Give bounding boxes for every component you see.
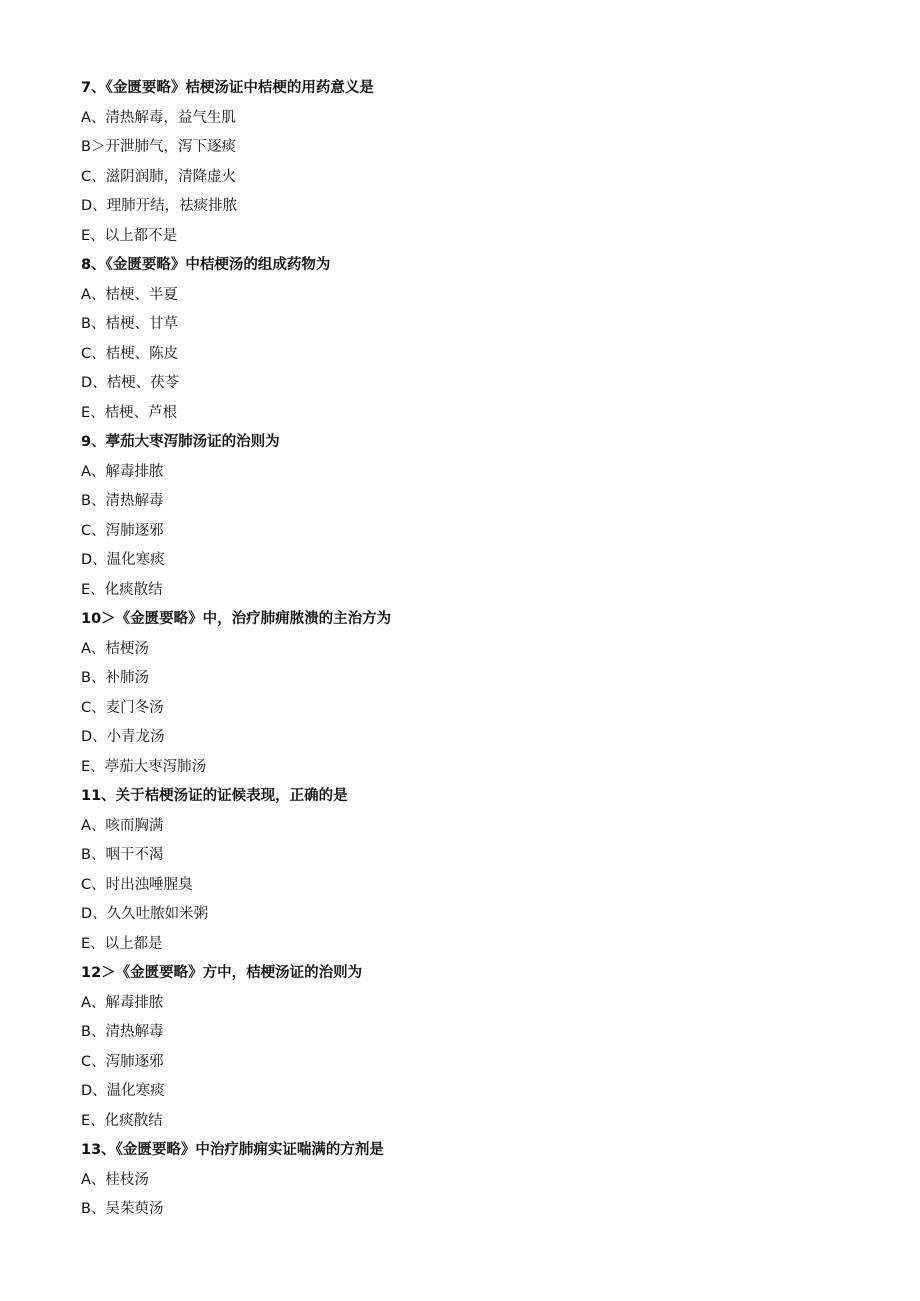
answer-option: E、以上都不是 bbox=[81, 227, 178, 244]
answer-option: B、清热解毒 bbox=[81, 493, 164, 509]
question-stem: 12＞《金匮要略》方中，桔梗汤证的治则为 bbox=[81, 965, 363, 981]
answer-option: A、咳而胸满 bbox=[81, 817, 164, 834]
answer-option: C、泻肺逐邪 bbox=[81, 1053, 164, 1070]
question-stem: 13、《金匮要略》中治疗肺痈实证喘满的方剂是 bbox=[81, 1142, 384, 1158]
answer-option: C、滋阴润肺，清降虚火 bbox=[81, 168, 237, 185]
answer-option: D、温化寒痰 bbox=[81, 1083, 165, 1099]
answer-option: B、桔梗、甘草 bbox=[81, 316, 178, 332]
answer-option: D、理肺开结，祛痰排脓 bbox=[81, 198, 238, 214]
answer-option: D、温化寒痰 bbox=[81, 552, 165, 568]
answer-option: A、桔梗汤 bbox=[81, 640, 149, 657]
answer-option: E、化痰散结 bbox=[81, 581, 163, 598]
document-page bbox=[81, 74, 861, 1225]
answer-option: E、桔梗、芦根 bbox=[81, 404, 178, 421]
question-stem: 11、关于桔梗汤证的证候表现，正确的是 bbox=[81, 788, 348, 804]
answer-option: C、泻肺逐邪 bbox=[81, 522, 164, 539]
answer-option: C、麦门冬汤 bbox=[81, 699, 164, 716]
answer-option: B、清热解毒 bbox=[81, 1024, 164, 1040]
answer-option: B、补肺汤 bbox=[81, 670, 149, 686]
answer-option: B、吴茱萸汤 bbox=[81, 1201, 164, 1217]
answer-option: A、桂枝汤 bbox=[81, 1171, 149, 1188]
answer-option: E、以上都是 bbox=[81, 935, 163, 952]
question-stem: 7、《金匮要略》桔梗汤证中桔梗的用药意义是 bbox=[81, 80, 374, 96]
answer-option: A、桔梗、半夏 bbox=[81, 286, 178, 303]
answer-option: A、清热解毒，益气生肌 bbox=[81, 109, 236, 126]
answer-option: B＞开泄肺气，泻下逐痰 bbox=[81, 139, 236, 155]
answer-option: C、桔梗、陈皮 bbox=[81, 345, 179, 362]
answer-option: A、解毒排脓 bbox=[81, 463, 164, 480]
question-stem: 8、《金匮要略》中桔梗汤的组成药物为 bbox=[81, 257, 331, 273]
answer-option: E、化痰散结 bbox=[81, 1112, 163, 1129]
question-stem: 9、葶茄大枣泻肺汤证的治则为 bbox=[81, 434, 280, 450]
answer-option: A、解毒排脓 bbox=[81, 994, 164, 1011]
answer-option: C、时出浊唾腥臭 bbox=[81, 876, 193, 893]
answer-option: D、小青龙汤 bbox=[81, 729, 165, 745]
question-stem: 10＞《金匮要略》中，治疗肺痈脓溃的主治方为 bbox=[81, 611, 392, 627]
answer-option: D、桔梗、茯苓 bbox=[81, 375, 180, 391]
answer-option: D、久久吐脓如米粥 bbox=[81, 906, 209, 922]
answer-option: E、葶茄大枣泻肺汤 bbox=[81, 758, 207, 775]
answer-option: B、咽干不渴 bbox=[81, 847, 164, 863]
